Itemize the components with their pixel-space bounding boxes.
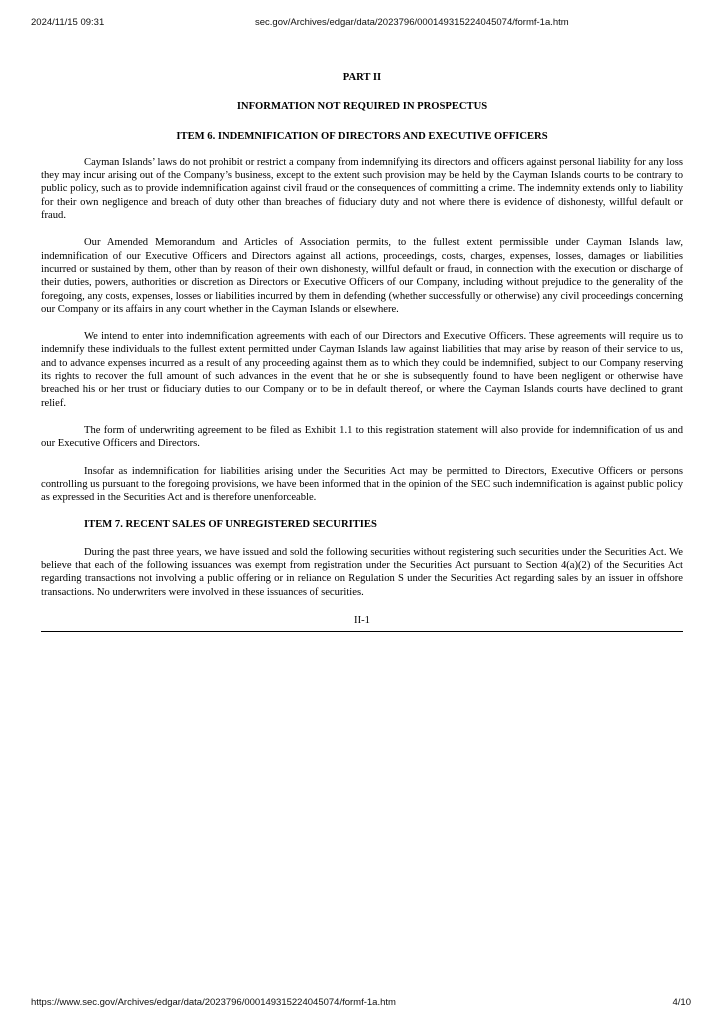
print-footer-url: https://www.sec.gov/Archives/edgar/data/2023796/000149315224045074/formf-1a.htm: [31, 997, 396, 1008]
print-header-url: sec.gov/Archives/edgar/data/2023796/000149315224045074/formf-1a.htm: [255, 17, 569, 28]
print-footer: [0, 997, 724, 1011]
document-page: [41, 66, 683, 632]
item6-paragraph-5: Insofar as indemnification for liabilities arising under the Securities Act may be permitted to Directors, Executive Officers or persons controlling us pursuant to the foregoing provisions, we have been informed that in the opinion of the SEC such indemnification is against public policy as expressed in the Securities Act and is therefore unenforceable.: [41, 465, 683, 504]
item7-paragraph-1: During the past three years, we have issued and sold the following securities without registering such securities under the Securities Act. We believe that each of the following issuances was exempt from registration under the Securities Act pursuant to Section 4(a)(2) of the Securities Act regarding transactions not involving a public offering or in reliance on Regulation S under the Securities Act regarding sales by an issuer in offshore transactions. No underwriters were involved in these issuances of securities.: [41, 546, 683, 598]
page-divider: [41, 631, 683, 632]
item6-paragraph-4: The form of underwriting agreement to be filed as Exhibit 1.1 to this registration statement will also provide for indemnification of us and our Executive Officers and Directors.: [41, 424, 683, 450]
print-header: [0, 17, 724, 31]
item6-paragraph-3: We intend to enter into indemnification agreements with each of our Directors and Executive Officers. These agreements will require us to indemnify these individuals to the fullest extent permitted under Cayman Islands law against liabilities that may arise by reason of their service to us, and to advance expenses incurred as a result of any proceeding against them as to which they could be indemnified, subject to our Company reserving its rights to recover the full amount of such advances in the event that he or she is subsequently found to have been negligent or otherwise have breached his or her trust or fiduciary duties to our Company or to be in default thereof, or where the Cayman Islands courts have declined to grant relief.: [41, 331, 683, 409]
page-number: II-1: [354, 614, 370, 626]
item7-heading: ITEM 7. RECENT SALES OF UNREGISTERED SECURITIES: [84, 519, 377, 531]
item6-paragraph-2: Our Amended Memorandum and Articles of Association permits, to the fullest extent permissible under Cayman Islands law, indemnification of our Executive Officers and Directors against all actions, proceedings, costs, charges, expenses, losses, damages or liabilities incurred or sustained by them, other than by reason of their own dishonesty, willful default or fraud, in connection with the execution or discharge of their duties, powers, authorities or discretion as Directors or Executive Officers of our Company, including without prejudice to the generality of the foregoing, any costs, expenses, losses or liabilities incurred by them in defending (whether successfully or otherwise) any civil proceedings concerning our Company or its affairs in any court whether in the Cayman Islands or elsewhere.: [41, 237, 683, 315]
print-timestamp: 2024/11/15 09:31: [31, 17, 105, 28]
section-title: INFORMATION NOT REQUIRED IN PROSPECTUS: [236, 101, 488, 113]
print-page-counter: 4/10: [672, 997, 691, 1008]
part-title: PART II: [342, 72, 382, 83]
item6-heading: ITEM 6. INDEMNIFICATION OF DIRECTORS AND EXECUTIVE OFFICERS: [176, 130, 548, 142]
item6-paragraph-1: Cayman Islands’ laws do not prohibit or restrict a company from indemnifying its directors and officers against personal liability for any loss they may incur arising out of the Company’s business, except to the extent such provision may be held by the Cayman Islands courts to be contrary to public policy, such as to provide indemnification against civil fraud or the consequences of committing a crime. The indemnity extends only to liability for their own negligence and breach of duty other than breaches of fiduciary duty and not where there is evidence of dishonesty, willful default or fraud.: [41, 156, 683, 222]
